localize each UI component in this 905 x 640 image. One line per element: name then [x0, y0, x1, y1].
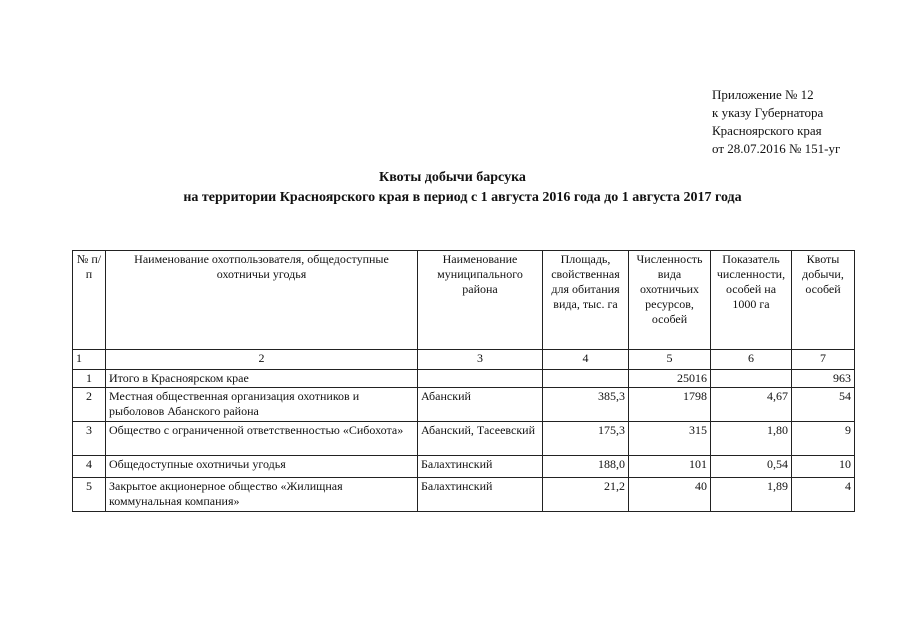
row-quota: 10: [792, 456, 855, 478]
row-count: 40: [629, 478, 711, 512]
header-cell-quota: Квоты добычи, особей: [792, 251, 855, 350]
row-number: 3: [73, 422, 106, 456]
row-density: 4,67: [711, 388, 792, 422]
header-cell-area: Площадь, свойственная для обитания вида, тыс. га: [543, 251, 629, 350]
table-row: [73, 370, 855, 388]
row-quota: 54: [792, 388, 855, 422]
header-cell-count: Численность вида охотничьих ресурсов, особей: [629, 251, 711, 350]
appendix-line: Приложение № 12: [712, 87, 814, 102]
column-number: 6: [711, 350, 792, 370]
row-quota: 963: [792, 370, 855, 388]
header-cell-district: Наименование муниципального района: [418, 251, 543, 350]
row-number: 1: [73, 370, 106, 388]
header-cell-name: Наименование охотпользователя, общедоступные охотничьи угодья: [106, 251, 418, 350]
document-title: Квоты добычи барсука: [379, 170, 526, 185]
row-count: 25016: [629, 370, 711, 388]
column-number: 5: [629, 350, 711, 370]
table-row: [73, 388, 855, 422]
row-district: Балахтинский: [418, 456, 543, 478]
document-subtitle: на территории Красноярского края в период с 1 августа 2016 года до 1 августа 2017 года: [183, 190, 742, 205]
row-quota: 4: [792, 478, 855, 512]
row-name: Общество с ограниченной ответственностью «Сибохота»: [106, 422, 418, 456]
row-name: Закрытое акционерное общество «Жилищная коммунальная компания»: [106, 478, 418, 512]
row-name: Местная общественная организация охотников и рыболовов Абанского района: [106, 388, 418, 422]
row-area: 175,3: [543, 422, 629, 456]
quota-table: [72, 250, 855, 512]
appendix-line: к указу Губернатора: [712, 105, 824, 120]
row-area: 21,2: [543, 478, 629, 512]
column-number: 2: [106, 350, 418, 370]
column-number: 7: [792, 350, 855, 370]
row-district: Балахтинский: [418, 478, 543, 512]
appendix-block: [712, 86, 840, 158]
table-row: [73, 478, 855, 512]
row-density: 1,89: [711, 478, 792, 512]
row-name: Общедоступные охотничьи угодья: [106, 456, 418, 478]
row-quota: 9: [792, 422, 855, 456]
row-area: 188,0: [543, 456, 629, 478]
row-density: [711, 370, 792, 388]
appendix-line: Красноярского края: [712, 123, 822, 138]
row-name: Итого в Красноярском крае: [106, 370, 418, 388]
row-number: 5: [73, 478, 106, 512]
row-count: 1798: [629, 388, 711, 422]
row-district: Абанский, Тасеевский: [418, 422, 543, 456]
row-count: 315: [629, 422, 711, 456]
row-area: [543, 370, 629, 388]
row-number: 4: [73, 456, 106, 478]
table-row: [73, 456, 855, 478]
column-number: 1: [73, 350, 106, 370]
row-district: Абанский: [418, 388, 543, 422]
header-cell-number: № п/п: [73, 251, 106, 350]
column-number: 4: [543, 350, 629, 370]
row-density: 0,54: [711, 456, 792, 478]
row-number: 2: [73, 388, 106, 422]
row-district: [418, 370, 543, 388]
column-number: 3: [418, 350, 543, 370]
header-cell-density: Показатель численности, особей на 1000 га: [711, 251, 792, 350]
row-area: 385,3: [543, 388, 629, 422]
row-count: 101: [629, 456, 711, 478]
appendix-line: от 28.07.2016 № 151-уг: [712, 141, 841, 156]
table-header-row: [73, 251, 855, 350]
row-density: 1,80: [711, 422, 792, 456]
column-number-row: [73, 350, 855, 370]
table-row: [73, 422, 855, 456]
